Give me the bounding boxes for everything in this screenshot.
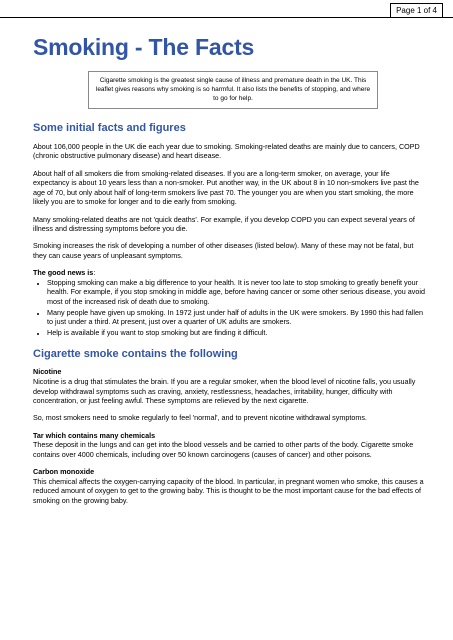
list-item: • Help is available if you want to stop smoking but are finding it difficult. — [47, 328, 425, 338]
section-heading-smoke: Cigarette smoke contains the following — [33, 347, 238, 360]
paragraph: So, most smokers need to smoke regularly to feel 'normal', and to prevent nicotine withdrawal symptoms. — [33, 413, 367, 423]
good-news-label: The good news is — [33, 268, 94, 278]
section-heading-facts: Some initial facts and figures — [33, 122, 186, 134]
carbon-monoxide-heading: Carbon monoxide — [33, 466, 95, 476]
paragraph: Smoking increases the risk of developing a number of other diseases (listed below). Many of these may not be fatal, but they can cause years of unpleasant symptoms. — [33, 241, 414, 260]
tar-heading: Tar which contains many chemicals — [33, 430, 156, 440]
paragraph: Many smoking-related deaths are not 'quick deaths'. For example, if you develop COPD you can expect several years of illness and distressing symptoms before you die. — [33, 214, 415, 234]
good-news-heading — [33, 268, 425, 278]
page-number-label: Page 1 of 4 — [390, 3, 443, 18]
list-item: • Many people have given up smoking. In 1972 just under half of adults in the UK were smokers. By 1990 this had fallen to just under a third. At present, just over a quarter of UK adults are smokers. — [47, 308, 425, 327]
paragraph: Nicotine is a drug that stimulates the brain. If you are a regular smoker, when the blood level of nicotine falls, you usually develop withdrawal symptoms such as craving, anxiety, restlessness, headaches, irritability, hunger, difficulty with concentration, or just feeling awful. These symptoms are relieved by the next cigarette. — [33, 377, 416, 406]
paragraph: This chemical affects the oxygen-carrying capacity of the blood. In particular, in pregnant women who smoke, this causes a reduced amount of oxygen to get to the growing baby. This is thought to be the most important cause for the bad effects of smoking on the growing baby. — [33, 476, 424, 505]
paragraph: About 106,000 people in the UK die each year due to smoking. Smoking-related deaths are mainly due to cancers, COPD (chronic obstructive pulmonary disease) and heart disease. — [33, 141, 420, 161]
good-news-colon: : — [93, 268, 96, 278]
header-divider — [0, 17, 453, 18]
paragraph: About half of all smokers die from smoking-related diseases. If you are a long-term smoker, on average, your life expectancy is about 10 years less than a non-smoker. Put another way, in the UK about 8 in 10 non-smokers live past the age of 70, but only about half of long-term smokers live past 70. The younger you are when you start smoking, the more likely you are to smoke for longer and to die early from smoking. — [33, 168, 419, 207]
list-item: • Stopping smoking can make a big difference to your health. It is never too late to stop smoking to greatly benefit your health. For example, if you stop smoking in middle age, before having cancer or some other serious disease, you avoid most of the increased risk of death due to smoking. — [47, 278, 425, 307]
paragraph: These deposit in the lungs and can get into the blood vessels and be carried to other parts of the body. Cigarette smoke contains over 4000 chemicals, including over 50 known carcinogens (causes of cancer) and other poisons. — [33, 440, 414, 459]
good-news-list — [33, 278, 425, 338]
main-content — [33, 118, 425, 513]
page-title: Smoking - The Facts — [33, 34, 255, 60]
nicotine-heading: Nicotine — [33, 367, 62, 377]
intro-box: Cigarette smoking is the greatest single cause of illness and premature death in the UK. This leaflet gives reasons why smoking is so harmful. It also lists the benefits of stopping, and where to go for help. — [88, 71, 378, 109]
